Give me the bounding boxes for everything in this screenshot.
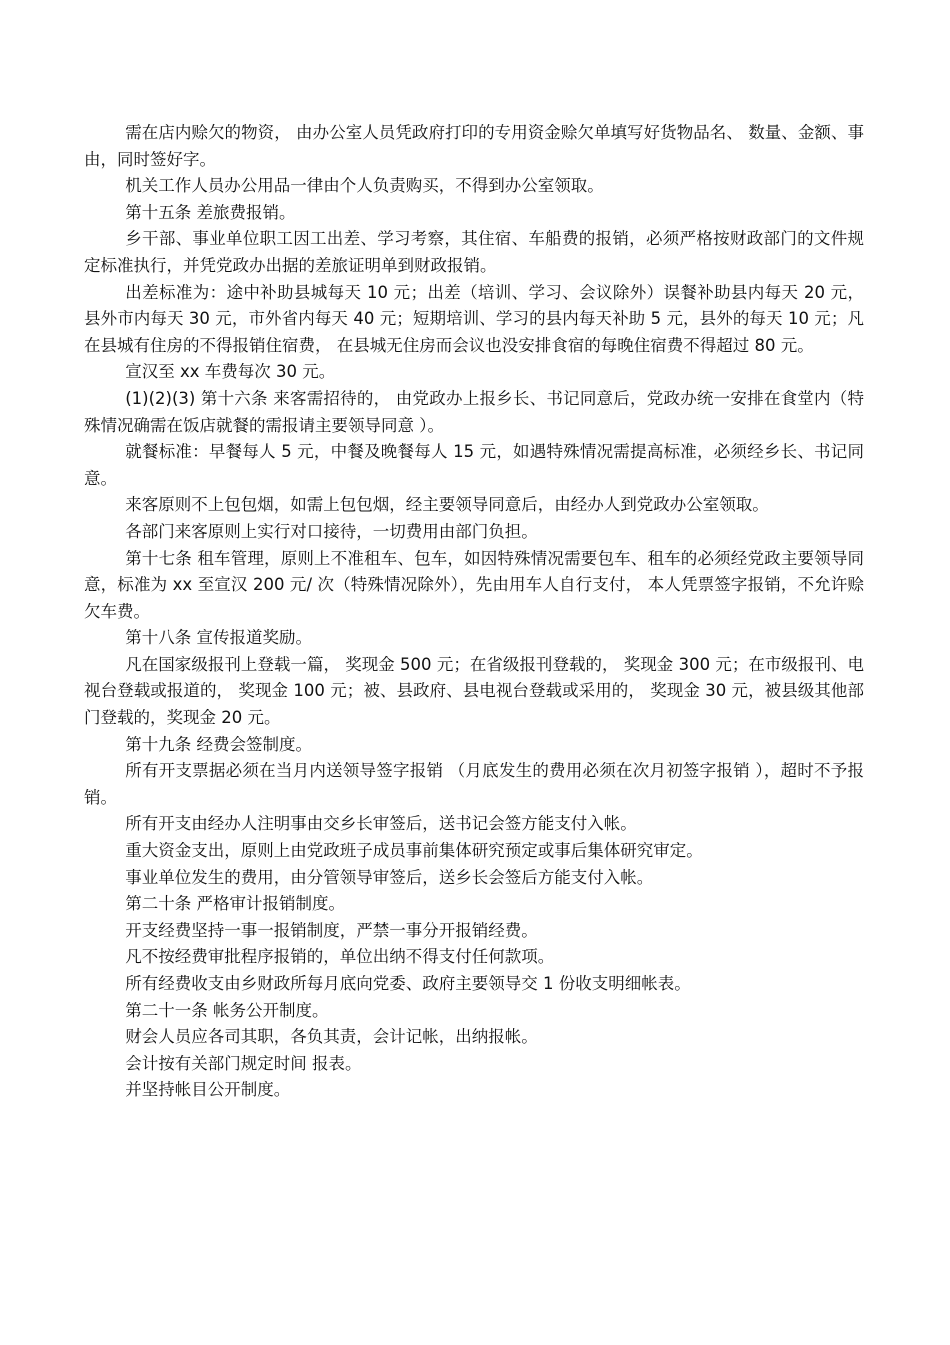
paragraph: 所有开支由经办人注明事由交乡长审签后，送书记会签方能支付入帐。 xyxy=(125,814,637,834)
section-heading: 第十八条 宣传报道奖励。 xyxy=(125,628,312,648)
paragraph: 所有开支票据必须在当月内送领导签字报销 （月底发生的费用必须在次月初签字报销 ），超时不予报销。 xyxy=(84,761,864,807)
section-heading: 第二十一条 帐务公开制度。 xyxy=(125,1000,329,1020)
paragraph: 凡不按经费审批程序报销的，单位出纳不得支付任何款项。 xyxy=(125,947,555,967)
paragraph: 出差标准为：途中补助县城每天 10 元；出差（培训、学习、会议除外）误餐补助县内每天 20 元，县外市内每天 30 元，市外省内每天 40 元；短期培训、学习的县内每天补助 5 元，县外的每天 10 元；凡在县城有住房的不得报销住宿费， 在县城无住房而会议也没安排食宿的每晚住宿费不得超过 80 元。 xyxy=(84,282,864,355)
paragraph: 需在店内赊欠的物资， 由办公室人员凭政府打印的专用资金赊欠单填写好货物品名、 数量、金额、事由，同时签好字。 xyxy=(84,123,864,169)
paragraph: 开支经费坚持一事一报销制度，严禁一事分开报销经费。 xyxy=(125,920,538,940)
paragraph: 凡在国家级报刊上登载一篇， 奖现金 500 元；在省级报刊登载的， 奖现金 300 元；在市级报刊、电视台登载或报道的， 奖现金 100 元；被、县政府、县电视台登载或采用的， 奖现金 30 元，被县级其他部门登载的，奖现金 20 元。 xyxy=(84,654,864,728)
paragraph: 并坚持帐目公开制度。 xyxy=(125,1080,291,1100)
section-heading: 第二十条 严格审计报销制度。 xyxy=(125,894,345,914)
section-heading: 第十五条 差旅费报销。 xyxy=(125,202,296,222)
paragraph: 乡干部、事业单位职工因工出差、学习考察，其住宿、车船费的报销，必须严格按财政部门的文件规定标准执行，并凭党政办出据的差旅证明单到财政报销。 xyxy=(84,229,864,275)
paragraph: 各部门来客原则上实行对口接待，一切费用由部门负担。 xyxy=(125,521,538,541)
paragraph: (1)(2)(3) 第十六条 来客需招待的， 由党政办上报乡长、书记同意后，党政办统一安排在食堂内（特殊情况确需在饭店就餐的需报请主要领导同意 ）。 xyxy=(84,388,864,435)
paragraph: 重大资金支出，原则上由党政班子成员事前集体研究预定或事后集体研究审定。 xyxy=(125,841,703,861)
paragraph: 宣汉至 xx 车费每次 30 元。 xyxy=(125,362,336,382)
paragraph: 事业单位发生的费用，由分管领导审签后，送乡长会签后方能支付入帐。 xyxy=(125,867,654,887)
paragraph: 所有经费收支由乡财政所每月底向党委、政府主要领导交 1 份收支明细帐表。 xyxy=(125,974,691,993)
paragraph: 财会人员应各司其职，各负其责，会计记帐，出纳报帐。 xyxy=(125,1027,538,1047)
section-heading: 第十九条 经费会签制度。 xyxy=(125,734,312,754)
paragraph: 就餐标准：早餐每人 5 元，中餐及晚餐每人 15 元，如遇特殊情况需提高标准，必须经乡长、书记同意。 xyxy=(84,442,864,488)
paragraph: 会计按有关部门规定时间 报表。 xyxy=(125,1053,362,1073)
paragraph: 机关工作人员办公用品一律由个人负责购买，不得到办公室领取。 xyxy=(125,176,604,196)
document-body xyxy=(84,120,864,1104)
paragraph: 第十七条 租车管理，原则上不准租车、包车，如因特殊情况需要包车、租车的必须经党政主要领导同意，标准为 xx 至宣汉 200 元/ 次（特殊情况除外），先由用车人自行支付， 本人凭票签字报销，不允许赊欠车费。 xyxy=(84,548,864,621)
paragraph: 来客原则不上包包烟，如需上包包烟，经主要领导同意后，由经办人到党政办公室领取。 xyxy=(125,495,769,515)
